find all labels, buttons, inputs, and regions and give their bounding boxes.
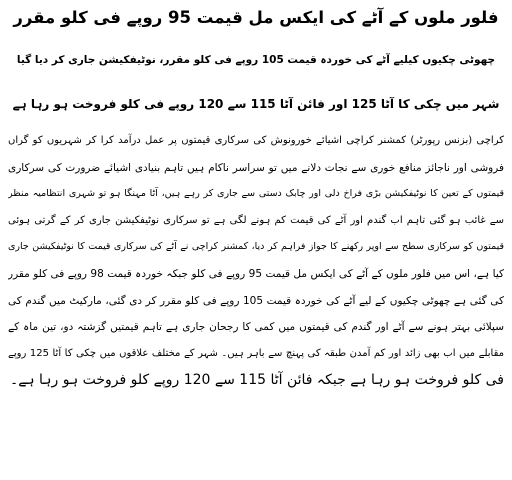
article-body (8, 128, 504, 394)
body-line: قیمتوں کو سرکاری سطح سے اوپر رکھنے کا جواز فراہم کر دیا، کمشنر کراچی نے آٹے کی سرکاری قیمت کا نوٹیفکیشن جاری (8, 241, 504, 253)
body-line: قیمتوں کے تعین کا نوٹیفکیشن بڑی فراخ دلی اور چابک دستی سے جاری کر رہے ہیں، آٹا مہنگا ہو تو شہری انتظامیہ منظر (8, 188, 504, 200)
body-line: کیا ہے، اس میں فلور ملوں کے آٹے کی ایکس مل قیمت 95 روپے فی کلو جبکہ خوردہ قیمت 98 روپے فی کلو مقرر (8, 267, 504, 280)
body-line: سپلائی بہتر ہونے سے آٹے اور گندم کی قیمتوں میں کمی کا رجحان جاری ہے تاہم قیمتیں گزشتہ دو، تین ماہ کے (8, 321, 504, 334)
body-line: فروشی اور ناجائز منافع خوری سے نجات دلانے میں تو سراسر ناکام ہیں تاہم بنیادی اشیائے ضرورت کی سرکاری (8, 161, 504, 174)
headline-main: فلور ملوں کے آٹے کی ایکس مل قیمت 95 روپے فی کلو مقرر (13, 8, 499, 27)
body-line: فی کلو فروخت ہو رہا ہے جبکہ فائن آٹا 115 سے 120 روپے کلو فروخت ہو رہا ہے۔ (9, 372, 504, 389)
headline-sub-2: شہر میں چکی کا آٹا 125 اور فائن آٹا 115 سے 120 روپے فی کلو فروخت ہو رہا ہے (12, 97, 500, 111)
headline-sub-1: چھوٹی چکیوں کیلیے آٹے کی خوردہ قیمت 105 روپے فی کلو مقرر، نوٹیفکیشن جاری کر دیا گیا (16, 54, 496, 66)
body-line: کراچی (بزنس رپورٹر) کمشنر کراچی اشیائے خورونوش کی سرکاری قیمتوں پر عمل درآمد کرا کر شہریوں کو گراں (8, 135, 504, 146)
body-line: کی گئی ہے چھوٹی چکیوں کے لیے آٹے کی خوردہ قیمت 105 روپے فی کلو مقرر کر دی گئی، مارکیٹ میں گندم کی (8, 294, 504, 307)
body-line: مقابلے میں اب بھی زائد اور کم آمدن طبقہ کی پہنچ سے باہر ہیں۔ شہر کے مختلف علاقوں میں چکی کا آٹا 125 روپے (8, 347, 504, 359)
body-line: سے غائب ہو گئی تاہم اب گندم اور آٹے کی قیمت کم ہونے لگی ہے تو سرکاری نوٹیفکیشن جاری کر کے گرتی ہوئی (8, 214, 504, 226)
